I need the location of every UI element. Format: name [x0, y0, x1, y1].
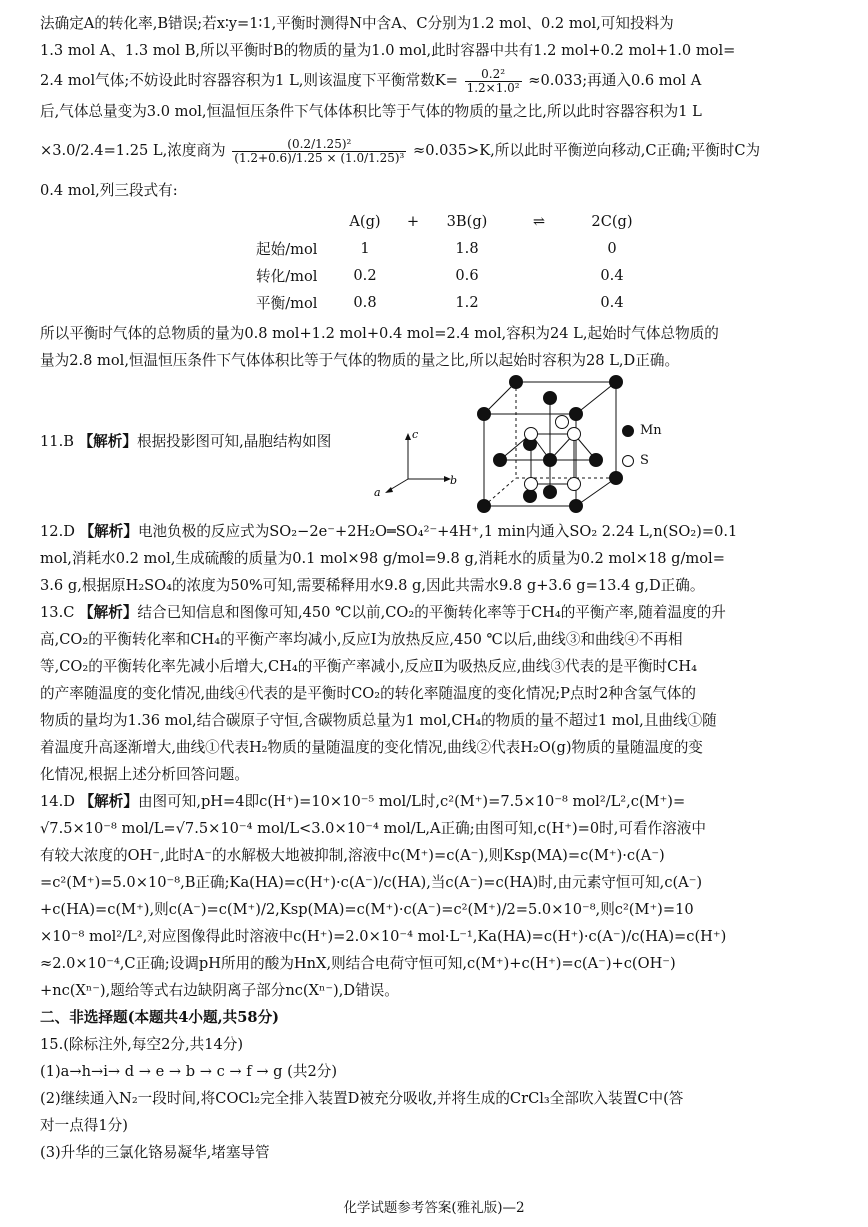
- text-line: +nc(Xⁿ⁻),题给等式右边缺阴离子部分nc(Xⁿ⁻),D错误。: [40, 982, 399, 999]
- text-line: 量为2.8 mol,恒温恒压条件下气体体积比等于气体的物质的量之比,所以起始时容积为28 L,D正确。: [40, 352, 680, 369]
- text-line: ≈2.0×10⁻⁴,C正确;设调pH所用的酸为HnX,则结合电荷守恒可知,c(M⁺)+c(H⁺)=c(A⁻)+c(OH⁻): [40, 955, 676, 972]
- legend-item-mn: Mn: [622, 416, 662, 446]
- text-line: 法确定A的转化率,B错误;若x∶y=1∶1,平衡时测得N中含A、C分别为1.2 mol、0.2 mol,可知投料为: [40, 15, 674, 32]
- axis-b-label: b: [450, 474, 458, 487]
- text-line: 有较大浓度的OH⁻,此时A⁻的水解极大地被抑制,溶液中c(M⁺)=c(A⁻),则Ksp(MA)=c(M⁺)·c(A⁻): [40, 847, 665, 864]
- text-line: 物质的量均为1.36 mol,结合碳原子守恒,含碳物质总量为1 mol,CH₄的物质的量不超过1 mol,且曲线①随: [40, 712, 717, 729]
- table-row: 起始/mol 1 1.8 0: [256, 240, 617, 258]
- text-line: 后,气体总量变为3.0 mol,恒温恒压条件下气体体积比等于气体的物质的量之比,所以此时容器容积为1 L: [40, 103, 702, 120]
- text-line: 高,CO₂的平衡转化率和CH₄的平衡产率均减小,反应Ⅰ为放热反应,450 ℃以后,曲线③和曲线④不再相: [40, 631, 683, 648]
- text-line: ×10⁻⁸ mol²/L²,对应图像得此时溶液中c(H⁺)=2.0×10⁻⁴ mol·L⁻¹,Ka(HA)=c(H⁺)·c(A⁻)/c(HA)=c(H⁺): [40, 928, 727, 945]
- q11-text: 11.B 【解析】根据投影图可知,晶胞结构如图: [40, 433, 332, 450]
- text-line: 1.3 mol A、1.3 mol B,所以平衡时B的物质的量为1.0 mol,此时容器中共有1.2 mol+0.2 mol+1.0 mol=: [40, 42, 736, 59]
- filled-circle-icon: [622, 425, 634, 437]
- text-line: 等,CO₂的平衡转化率先减小后增大,CH₄的平衡产率减小,反应Ⅱ为吸热反应,曲线③代表的是平衡时CH₄: [40, 658, 697, 675]
- text-line: 0.4 mol,列三段式有:: [40, 182, 178, 199]
- section-heading: 二、非选择题(本题共4小题,共58分): [40, 1009, 280, 1026]
- axis-c-label: c: [412, 428, 419, 441]
- text-line: (2)继续通入N₂一段时间,将COCl₂完全排入装置D被充分吸收,并将生成的CrCl₃全部吹入装置C中(答: [40, 1090, 684, 1107]
- text-line: +c(HA)=c(M⁺),则c(A⁻)=c(M⁺)/2,Ksp(MA)=c(M⁺)·c(A⁻)=c²(M⁺)/2=5.0×10⁻⁸,则c²(M⁺)=10: [40, 901, 694, 918]
- open-circle-icon: [622, 455, 634, 467]
- text-line: √7.5×10⁻⁸ mol/L=√7.5×10⁻⁴ mol/L<3.0×10⁻⁴ mol/L,A正确;由图可知,c(H⁺)=0时,可看作溶液中: [40, 820, 706, 837]
- question-11: [40, 374, 832, 518]
- text-line: 所以平衡时气体的总物质的量为0.8 mol+1.2 mol+0.4 mol=2.4 mol,容积为24 L,起始时气体总物质的: [40, 325, 719, 342]
- crystal-legend: [622, 416, 662, 476]
- legend-item-s: S: [622, 446, 662, 476]
- text-line: 12.D 【解析】电池负极的反应式为SO₂−2e⁻+2H₂O═SO₄²⁻+4H⁺,1 min内通入SO₂ 2.24 L,n(SO₂)=0.1: [40, 523, 738, 540]
- k-fraction: $\frac{\text{0.2²}}{\text{1.2×1.0²}}$: [466, 66, 520, 95]
- text-line: 13.C 【解析】结合已知信息和图像可知,450 ℃以前,CO₂的平衡转化率等于CH₄的平衡产率,随着温度的升: [40, 604, 726, 621]
- axis-diagram: [358, 424, 458, 504]
- text-line: 3.6 g,根据原H₂SO₄的浓度为50%可知,需要稀释用水9.8 g,因此共需水9.8 g+3.6 g=13.4 g,D正确。: [40, 577, 705, 594]
- text-line: 2.4 mol气体;不妨设此时容器容积为1 L,则该温度下平衡常数K= $\frac{\text{0.2²}}{\text{1.2×1.0²}}$ ≈0.033;再通入0.6 mol A: [40, 66, 702, 95]
- text-line: 15.(除标注外,每空2分,共14分): [40, 1036, 244, 1053]
- text-line: ×3.0/2.4=1.25 L,浓度商为 $\frac{\text{(0.2/1.25)²}}{\text{(1.2+0.6)/1.25 × (1.0/1.25)³}}$ ≈0.035>K,所以此时平衡逆向移动,C正确;平衡时C为: [40, 136, 761, 165]
- page-footer: 化学试题参考答案(雅礼版)—2: [343, 1200, 525, 1216]
- text-line: (3)升华的三氯化铬易凝华,堵塞导管: [40, 1144, 270, 1161]
- crystal-cell-diagram: [456, 374, 626, 514]
- text-line: mol,消耗水0.2 mol,生成硫酸的质量为0.1 mol×98 g/mol=9.8 g,消耗水的质量为0.2 mol×18 g/mol=: [40, 550, 725, 567]
- text-line: =c²(M⁺)=5.0×10⁻⁸,B正确;Ka(HA)=c(H⁺)·c(A⁻)/c(HA),当c(A⁻)=c(HA)时,由元素守恒可知,c(A⁻): [40, 874, 703, 891]
- q-fraction: $\frac{\text{(0.2/1.25)²}}{\text{(1.2+0.6)/1.25 × (1.0/1.25)³}}$: [234, 136, 405, 165]
- table-row: 转化/mol 0.2 0.6 0.4: [256, 267, 624, 285]
- text-line: (1)a→h→i→ d → e → b → c → f → g (共2分): [40, 1063, 338, 1080]
- text-line: 对一点得1分): [40, 1117, 128, 1134]
- three-stage-table: [256, 208, 650, 316]
- axis-a-label: a: [374, 486, 381, 499]
- text-line: 着温度升高逐渐增大,曲线①代表H₂物质的量随温度的变化情况,曲线②代表H₂O(g)物质的量随温度的变: [40, 739, 703, 756]
- text-line: 14.D 【解析】由图可知,pH=4即c(H⁺)=10×10⁻⁵ mol/L时,c²(M⁺)=7.5×10⁻⁸ mol²/L²,c(M⁺)=: [40, 793, 686, 810]
- table-header-row: A(g) + 3B(g) ⇌ 2C(g): [349, 213, 633, 230]
- table-row: 平衡/mol 0.8 1.2 0.4: [256, 294, 624, 312]
- text-line: 的产率随温度的变化情况,曲线④代表的是平衡时CO₂的转化率随温度的变化情况;P点时2种含氢气体的: [40, 685, 696, 702]
- text-line: 化情况,根据上述分析回答问题。: [40, 766, 249, 783]
